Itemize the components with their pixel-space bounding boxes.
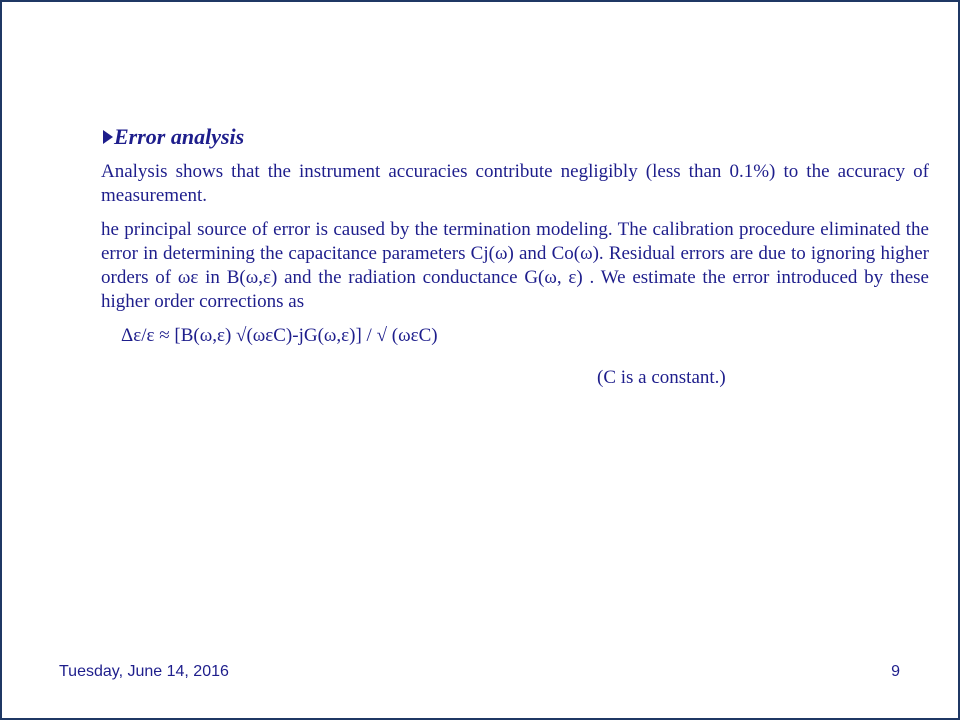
- section-heading: [103, 124, 929, 150]
- constant-note: (C is a constant.): [597, 367, 726, 388]
- footer-date: Tuesday, June 14, 2016: [59, 663, 229, 680]
- arrow-bullet-icon: [103, 130, 113, 144]
- paragraph-instrument-accuracy: Analysis shows that the instrument accuracies contribute negligibly (less than 0.1%) to the accuracy of measurement.: [101, 161, 929, 206]
- slide-number: 9: [891, 663, 900, 680]
- slide-content: [101, 124, 929, 390]
- paragraph-error-source: he principal source of error is caused by the termination modeling. The calibration procedure eliminated the error in determining the capacitance parameters Cj(ω) and Co(ω). Residual errors are due to ignoring higher orders of ωε in B(ω,ε) and the radiation conductance G(ω, ε) . We estimate the error introduced by these higher order corrections as: [101, 219, 929, 312]
- heading-text: Error analysis: [114, 124, 245, 149]
- error-formula: Δε/ε ≈ [B(ω,ε) √(ωεC)-jG(ω,ε)] / √ (ωεC): [121, 325, 438, 346]
